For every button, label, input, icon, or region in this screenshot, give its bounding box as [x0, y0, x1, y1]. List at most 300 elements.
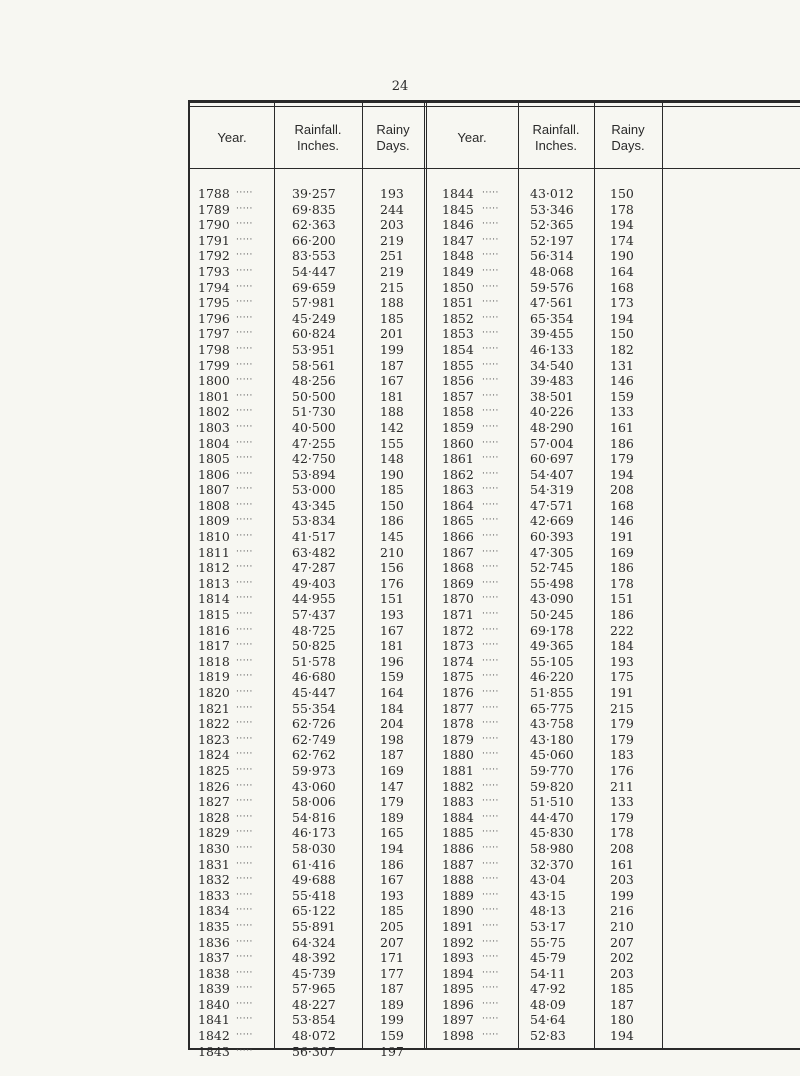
year-cell: 1889: [442, 887, 474, 903]
leader-dots: ·····: [236, 967, 253, 978]
rainfall-cell: 44·470: [530, 809, 574, 825]
leader-dots: ·····: [236, 749, 253, 760]
year-cell: 1886: [442, 840, 474, 856]
leader-dots: ·····: [236, 952, 253, 963]
year-cell: 1816: [198, 622, 230, 638]
leader-dots: ·····: [236, 515, 253, 526]
rainfall-cell: 52·83: [530, 1028, 566, 1044]
year-cell: 1825: [198, 762, 230, 778]
leader-dots: ·····: [482, 297, 499, 308]
rainfall-cell: 48·725: [292, 622, 336, 638]
rainy-days-cell: 185: [380, 903, 404, 919]
year-cell: 1790: [198, 217, 230, 233]
rainfall-cell: 53·951: [292, 341, 336, 357]
leader-dots: ·····: [482, 733, 499, 744]
leader-dots: ·····: [482, 328, 499, 339]
year-cell: 1879: [442, 731, 474, 747]
rainy-days-cell: 159: [380, 669, 404, 685]
rainfall-cell: 52·745: [530, 560, 574, 576]
leader-dots: ·····: [236, 250, 253, 261]
rainfall-cell: 52·197: [530, 232, 574, 248]
leader-dots: ·····: [482, 811, 499, 822]
table-row: [190, 935, 800, 951]
rainy-days-cell: 176: [380, 575, 404, 591]
rainy-days-cell: 202: [610, 950, 634, 966]
year-cell: 1848: [442, 248, 474, 264]
year-cell: 1863: [442, 482, 474, 498]
year-cell: 1814: [198, 591, 230, 607]
rainfall-cell: 50·245: [530, 607, 574, 623]
rainy-days-cell: 199: [610, 887, 634, 903]
rainfall-cell: 46·173: [292, 825, 336, 841]
table-row: [190, 747, 800, 763]
rainfall-cell: 56·307: [292, 1043, 336, 1059]
leader-dots: ·····: [236, 905, 253, 916]
rainfall-cell: 55·354: [292, 700, 336, 716]
header-rainy-right: [594, 113, 662, 163]
leader-dots: ·····: [236, 203, 253, 214]
rainy-days-cell: 187: [380, 747, 404, 763]
table-row: [190, 451, 800, 467]
rainfall-cell: 46·680: [292, 669, 336, 685]
leader-dots: ·····: [482, 655, 499, 666]
rainy-days-cell: 244: [380, 201, 404, 217]
year-cell: 1831: [198, 856, 230, 872]
rainfall-cell: 55·105: [530, 653, 574, 669]
header-rainfall-text: Rainfall.: [294, 122, 342, 137]
table-row: [190, 358, 800, 374]
table-row: [190, 311, 800, 327]
year-cell: 1875: [442, 669, 474, 685]
header-rainy-left: [362, 113, 424, 163]
rainy-days-cell: 219: [380, 232, 404, 248]
rainy-days-cell: 207: [380, 934, 404, 950]
leader-dots: ·····: [482, 827, 499, 838]
leader-dots: ·····: [482, 343, 499, 354]
table-row: [190, 779, 800, 795]
rainfall-cell: 69·835: [292, 201, 336, 217]
leader-dots: ·····: [482, 998, 499, 1009]
year-cell: 1791: [198, 232, 230, 248]
leader-dots: ·····: [482, 1030, 499, 1041]
rainfall-cell: 55·498: [530, 575, 574, 591]
rainy-days-cell: 194: [610, 1028, 634, 1044]
leader-dots: ·····: [482, 640, 499, 651]
top-double-rule: [190, 106, 800, 107]
rainy-days-cell: 181: [380, 388, 404, 404]
rainfall-cell: 55·418: [292, 887, 336, 903]
rainfall-cell: 54·447: [292, 263, 336, 279]
rainfall-cell: 53·346: [530, 201, 574, 217]
leader-dots: ·····: [482, 375, 499, 386]
rainfall-cell: 47·305: [530, 544, 574, 560]
leader-dots: ·····: [482, 421, 499, 432]
year-cell: 1817: [198, 638, 230, 654]
year-cell: 1827: [198, 794, 230, 810]
rainy-days-cell: 178: [610, 825, 634, 841]
rainfall-cell: 64·324: [292, 934, 336, 950]
rainfall-cell: 49·403: [292, 575, 336, 591]
rainy-days-cell: 203: [610, 872, 634, 888]
leader-dots: ·····: [482, 920, 499, 931]
rainfall-cell: 52·365: [530, 217, 574, 233]
rainfall-cell: 45·249: [292, 310, 336, 326]
year-cell: 1887: [442, 856, 474, 872]
rainy-days-cell: 211: [610, 778, 634, 794]
leader-dots: ·····: [236, 359, 253, 370]
rainfall-cell: 44·955: [292, 591, 336, 607]
rainy-days-cell: 194: [380, 840, 404, 856]
year-cell: 1894: [442, 965, 474, 981]
year-cell: 1871: [442, 607, 474, 623]
year-cell: 1804: [198, 435, 230, 451]
rainfall-cell: 46·220: [530, 669, 574, 685]
table-row: [190, 966, 800, 982]
leader-dots: ·····: [236, 468, 253, 479]
table-row: [190, 794, 800, 810]
leader-dots: ·····: [236, 936, 253, 947]
rainfall-cell: 39·455: [530, 326, 574, 342]
year-cell: 1870: [442, 591, 474, 607]
leader-dots: ·····: [482, 858, 499, 869]
year-cell: 1788: [198, 186, 230, 201]
year-cell: 1845: [442, 201, 474, 217]
rainy-days-cell: 194: [610, 217, 634, 233]
table-row: [190, 233, 800, 249]
leader-dots: ·····: [482, 764, 499, 775]
rainfall-cell: 57·004: [530, 435, 574, 451]
rainfall-cell: 54·407: [530, 466, 574, 482]
year-cell: 1844: [442, 186, 474, 201]
leader-dots: ·····: [482, 624, 499, 635]
leader-dots: ·····: [482, 250, 499, 261]
year-cell: 1858: [442, 404, 474, 420]
rainy-days-cell: 187: [380, 981, 404, 997]
year-cell: 1864: [442, 497, 474, 513]
table-row: [190, 997, 800, 1013]
rainy-days-cell: 184: [610, 638, 634, 654]
table-row: [190, 420, 800, 436]
table-row: [190, 389, 800, 405]
rainy-days-cell: 215: [610, 700, 634, 716]
year-cell: 1803: [198, 419, 230, 435]
rainy-days-cell: 203: [380, 217, 404, 233]
rainy-days-cell: 208: [610, 482, 634, 498]
year-cell: 1818: [198, 653, 230, 669]
rainfall-cell: 48·13: [530, 903, 566, 919]
table-row: [190, 607, 800, 623]
table-row: [190, 202, 800, 218]
table-row: [190, 186, 800, 202]
leader-dots: ·····: [236, 499, 253, 510]
leader-dots: ·····: [236, 312, 253, 323]
leader-dots: ·····: [482, 702, 499, 713]
rainy-days-cell: 180: [610, 1012, 634, 1028]
rainy-days-cell: 179: [610, 716, 634, 732]
rainy-days-cell: 193: [380, 887, 404, 903]
table-row: [190, 669, 800, 685]
leader-dots: ·····: [482, 562, 499, 573]
leader-dots: ·····: [236, 437, 253, 448]
rainfall-cell: 47·92: [530, 981, 566, 997]
rainfall-cell: 43·090: [530, 591, 574, 607]
year-cell: 1891: [442, 918, 474, 934]
year-cell: 1881: [442, 762, 474, 778]
year-cell: 1802: [198, 404, 230, 420]
rainy-days-cell: 177: [380, 965, 404, 981]
year-cell: 1823: [198, 731, 230, 747]
rainy-days-cell: 186: [610, 435, 634, 451]
rainfall-cell: 48·072: [292, 1028, 336, 1044]
header-year-right: [426, 113, 518, 163]
rainy-days-cell: 215: [380, 279, 404, 295]
table-row: [190, 529, 800, 545]
rainy-days-cell: 183: [610, 747, 634, 763]
year-cell: 1873: [442, 638, 474, 654]
leader-dots: ·····: [236, 920, 253, 931]
year-cell: 1798: [198, 341, 230, 357]
year-cell: 1869: [442, 575, 474, 591]
header-rainy-text: Rainy: [376, 122, 410, 137]
rainy-days-cell: 199: [380, 341, 404, 357]
rainfall-cell: 54·64: [530, 1012, 566, 1028]
table-row: [190, 217, 800, 233]
rainy-days-cell: 167: [380, 872, 404, 888]
rainy-days-cell: 161: [610, 856, 634, 872]
leader-dots: ·····: [482, 265, 499, 276]
rainy-days-cell: 186: [610, 607, 634, 623]
year-cell: 1800: [198, 373, 230, 389]
year-cell: 1851: [442, 295, 474, 311]
rainy-days-cell: 169: [610, 544, 634, 560]
rainfall-cell: 63·482: [292, 544, 336, 560]
leader-dots: ·····: [236, 219, 253, 230]
rainfall-cell: 62·726: [292, 716, 336, 732]
rainy-days-cell: 156: [380, 560, 404, 576]
year-cell: 1846: [442, 217, 474, 233]
rainfall-cell: 69·178: [530, 622, 574, 638]
rainfall-cell: 54·319: [530, 482, 574, 498]
rainy-days-cell: 189: [380, 809, 404, 825]
rainy-days-cell: 194: [610, 310, 634, 326]
table-row: [190, 498, 800, 514]
rainy-days-cell: 178: [610, 201, 634, 217]
leader-dots: ·····: [482, 546, 499, 557]
rainfall-cell: 41·517: [292, 529, 336, 545]
table-row: [190, 857, 800, 873]
year-cell: 1815: [198, 607, 230, 623]
leader-dots: ·····: [482, 905, 499, 916]
rainfall-cell: 51·855: [530, 685, 574, 700]
table-row: [190, 701, 800, 717]
rainy-days-cell: 133: [610, 404, 634, 420]
rainy-days-cell: 147: [380, 778, 404, 794]
rainfall-cell: 42·669: [530, 513, 574, 529]
year-cell: 1829: [198, 825, 230, 841]
year-cell: 1862: [442, 466, 474, 482]
leader-dots: ·····: [236, 531, 253, 542]
rainfall-cell: 60·393: [530, 529, 574, 545]
rainy-days-cell: 150: [380, 497, 404, 513]
header-days-text: Days.: [376, 138, 410, 153]
year-cell: 1795: [198, 295, 230, 311]
leader-dots: ·····: [236, 640, 253, 651]
rainfall-cell: 53·000: [292, 482, 336, 498]
leader-dots: ·····: [236, 234, 253, 245]
rainy-days-cell: 133: [610, 794, 634, 810]
table-row: [190, 248, 800, 264]
year-cell: 1838: [198, 965, 230, 981]
rainy-days-cell: 189: [380, 996, 404, 1012]
leader-dots: ·····: [482, 967, 499, 978]
table-row: [190, 436, 800, 452]
table-row: [190, 981, 800, 997]
year-cell: 1857: [442, 388, 474, 404]
table-row: [190, 763, 800, 779]
rainy-days-cell: 207: [610, 934, 634, 950]
rainfall-cell: 62·762: [292, 747, 336, 763]
rainy-days-cell: 185: [380, 310, 404, 326]
rainfall-cell: 56·314: [530, 248, 574, 264]
rainfall-cell: 50·825: [292, 638, 336, 654]
leader-dots: ·····: [236, 733, 253, 744]
leader-dots: ·····: [236, 453, 253, 464]
year-cell: 1888: [442, 872, 474, 888]
rainfall-cell: 47·561: [530, 295, 574, 311]
rainfall-cell: 57·437: [292, 607, 336, 623]
rainfall-cell: 39·483: [530, 373, 574, 389]
table-row: [190, 482, 800, 498]
table-row: [190, 841, 800, 857]
year-cell: 1890: [442, 903, 474, 919]
rainy-days-cell: 150: [610, 186, 634, 201]
table-row: [190, 545, 800, 561]
rainy-days-cell: 150: [610, 326, 634, 342]
year-cell: 1821: [198, 700, 230, 716]
leader-dots: ·····: [236, 1030, 253, 1041]
rainfall-cell: 51·510: [530, 794, 574, 810]
leader-dots: ·····: [482, 484, 499, 495]
leader-dots: ·····: [236, 577, 253, 588]
rainy-days-cell: 131: [610, 357, 634, 373]
leader-dots: ·····: [482, 983, 499, 994]
table-row: [190, 825, 800, 841]
year-cell: 1799: [198, 357, 230, 373]
year-cell: 1820: [198, 685, 230, 700]
year-cell: 1813: [198, 575, 230, 591]
rainy-days-cell: 174: [610, 232, 634, 248]
rainy-days-cell: 199: [380, 1012, 404, 1028]
rainy-days-cell: 164: [610, 263, 634, 279]
rainfall-cell: 57·965: [292, 981, 336, 997]
rainfall-cell: 59·820: [530, 778, 574, 794]
leader-dots: ·····: [482, 780, 499, 791]
rainy-days-cell: 191: [610, 529, 634, 545]
rainy-days-cell: 204: [380, 716, 404, 732]
year-cell: 1796: [198, 310, 230, 326]
year-cell: 1874: [442, 653, 474, 669]
year-cell: 1893: [442, 950, 474, 966]
year-cell: 1859: [442, 419, 474, 435]
header-inches-text: Inches.: [297, 138, 339, 153]
year-cell: 1810: [198, 529, 230, 545]
year-cell: 1878: [442, 716, 474, 732]
rainy-days-cell: 197: [380, 1043, 404, 1059]
rainfall-cell: 55·891: [292, 918, 336, 934]
year-cell: 1842: [198, 1028, 230, 1044]
leader-dots: ·····: [482, 437, 499, 448]
rainy-days-cell: 216: [610, 903, 634, 919]
header-days-text: Days.: [611, 138, 645, 153]
rainfall-cell: 32·370: [530, 856, 574, 872]
header-year-text: Year.: [457, 130, 487, 145]
table-row: [190, 903, 800, 919]
year-cell: 1872: [442, 622, 474, 638]
year-cell: 1896: [442, 996, 474, 1012]
leader-dots: ·····: [482, 203, 499, 214]
rainfall-cell: 55·75: [530, 934, 566, 950]
header-inches-text: Inches.: [535, 138, 577, 153]
leader-dots: ·····: [482, 842, 499, 853]
table-row: [190, 373, 800, 389]
rainy-days-cell: 148: [380, 451, 404, 467]
table-row: [190, 467, 800, 483]
year-cell: 1850: [442, 279, 474, 295]
year-cell: 1883: [442, 794, 474, 810]
rainfall-cell: 60·697: [530, 451, 574, 467]
rainy-days-cell: 193: [610, 653, 634, 669]
rainfall-cell: 59·576: [530, 279, 574, 295]
year-cell: 1855: [442, 357, 474, 373]
leader-dots: ·····: [236, 593, 253, 604]
table-row: [190, 1012, 800, 1028]
year-cell: 1877: [442, 700, 474, 716]
leader-dots: ·····: [236, 702, 253, 713]
leader-dots: ·····: [236, 983, 253, 994]
rainfall-cell: 46·133: [530, 341, 574, 357]
rainy-days-cell: 191: [610, 685, 634, 700]
leader-dots: ·····: [482, 593, 499, 604]
year-cell: 1866: [442, 529, 474, 545]
leader-dots: ·····: [482, 406, 499, 417]
rainfall-cell: 58·561: [292, 357, 336, 373]
year-cell: 1839: [198, 981, 230, 997]
year-cell: 1819: [198, 669, 230, 685]
rainfall-cell: 49·688: [292, 872, 336, 888]
year-cell: 1840: [198, 996, 230, 1012]
leader-dots: ·····: [482, 499, 499, 510]
leader-dots: ·····: [236, 1014, 253, 1025]
table-row: [190, 404, 800, 420]
rainy-days-cell: 178: [610, 575, 634, 591]
year-cell: 1828: [198, 809, 230, 825]
rainy-days-cell: 179: [610, 451, 634, 467]
leader-dots: ·····: [236, 889, 253, 900]
year-cell: 1843: [198, 1043, 230, 1059]
table-row: [190, 654, 800, 670]
table-row: [190, 591, 800, 607]
rainy-days-cell: 196: [380, 653, 404, 669]
table-row: [190, 919, 800, 935]
rainfall-cell: 53·894: [292, 466, 336, 482]
leader-dots: ·····: [236, 842, 253, 853]
leader-dots: ·····: [482, 312, 499, 323]
leader-dots: ·····: [236, 390, 253, 401]
rainfall-cell: 38·501: [530, 388, 574, 404]
leader-dots: ·····: [236, 421, 253, 432]
year-cell: 1897: [442, 1012, 474, 1028]
rainy-days-cell: 151: [380, 591, 404, 607]
